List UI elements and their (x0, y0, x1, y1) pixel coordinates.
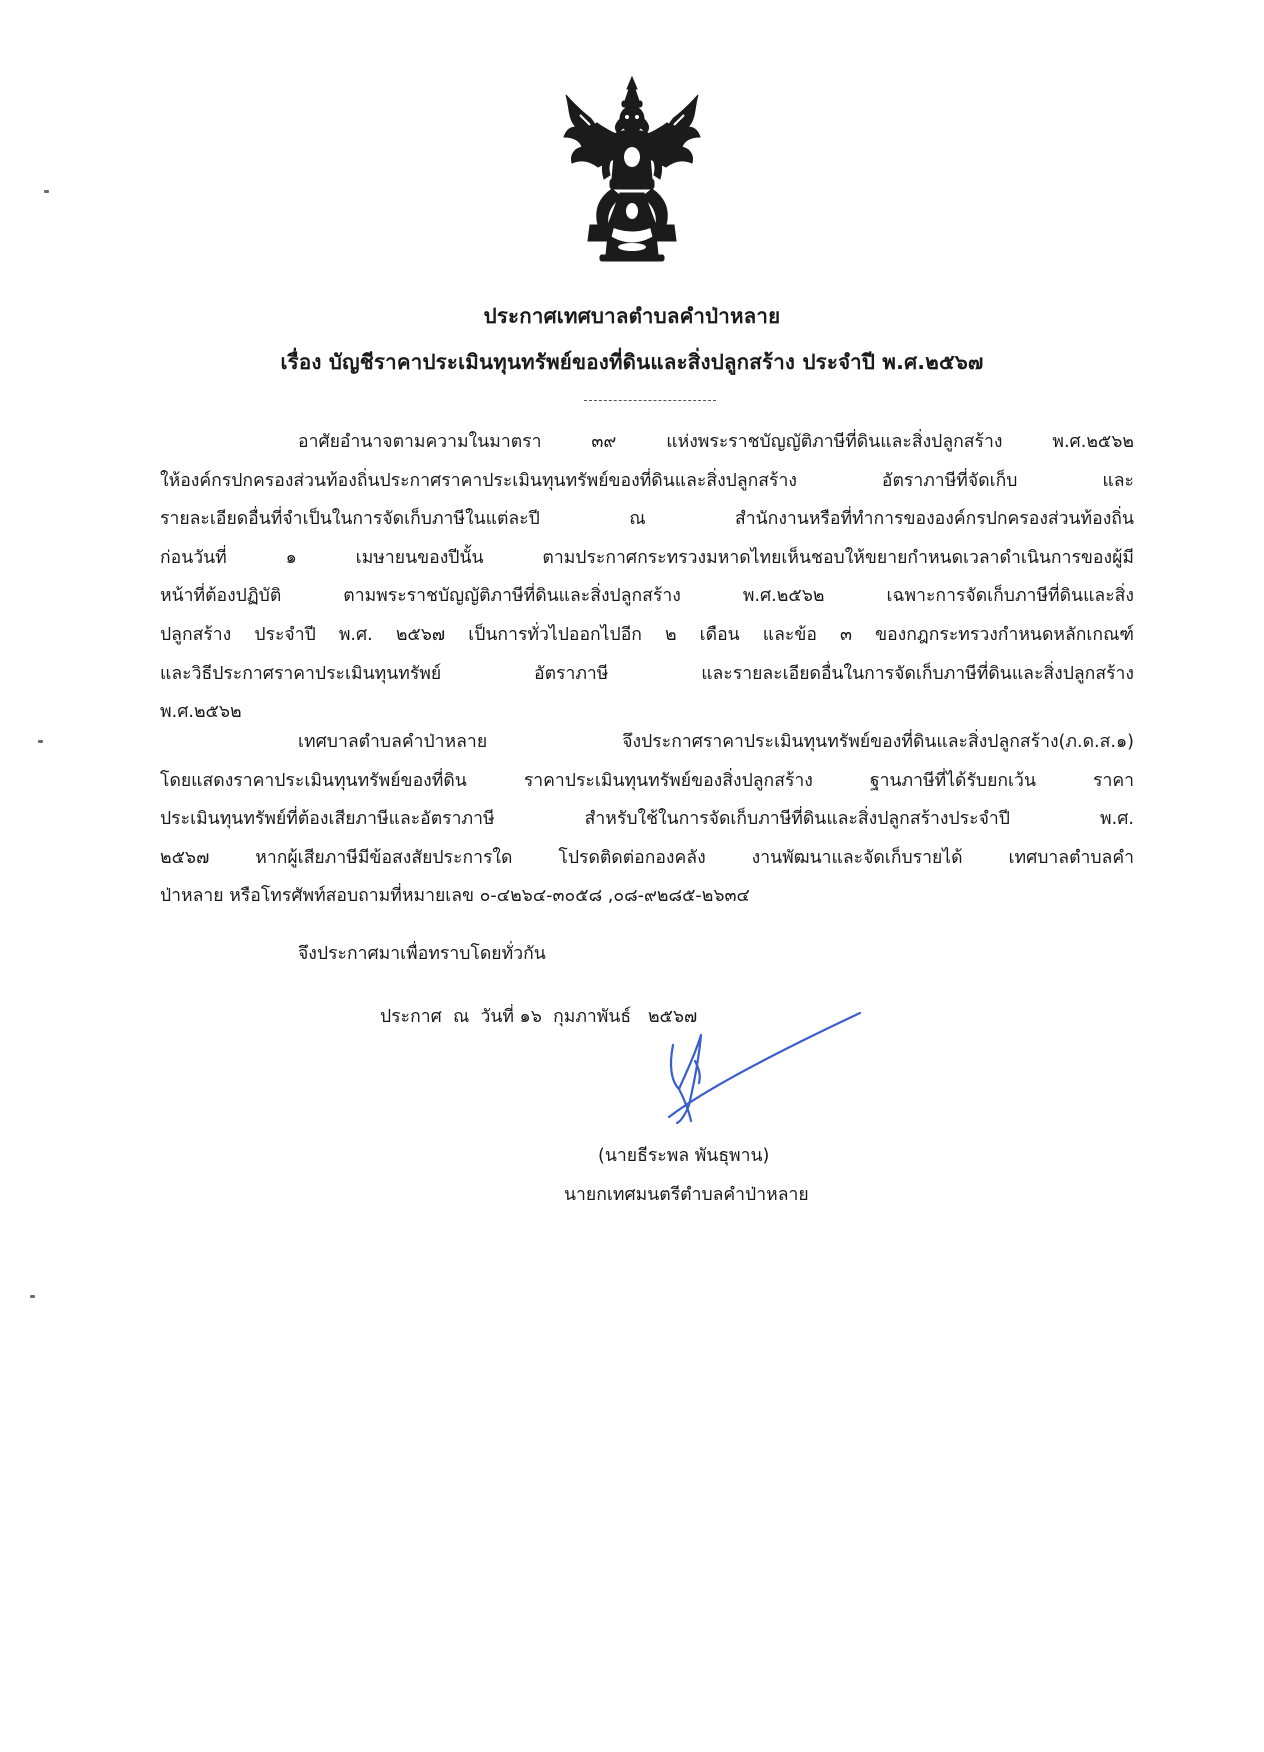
garuda-emblem-icon (560, 75, 704, 265)
paragraph-line: ๒๕๖๗ หากผู้เสียภาษีมีข้อสงสัยประการใด โปรดติดต่อกองคลัง งานพัฒนาและจัดเก็บรายได้ เทศบาลตำบลคำ (160, 847, 1134, 868)
paragraph-line: พ.ศ.๒๕๖๒ (160, 702, 242, 723)
title-divider (584, 400, 716, 401)
paragraph-line: ก่อนวันที่ ๑ เมษายนของปีนั้น ตามประกาศกระทรวงมหาดไทยเห็นชอบให้ขยายกำหนดเวลาดำเนินการของผู้มี (160, 547, 1134, 568)
paragraph-line: ปลูกสร้าง ประจำปี พ.ศ. ๒๕๖๗ เป็นการทั่วไปออกไปอีก ๒ เดือน และข้อ ๓ ของกฎกระทรวงกำหนดหลักเกณฑ์ (160, 624, 1134, 645)
signer-name: (นายธีระพล พันธุพาน) (598, 1146, 770, 1166)
paragraph-line: ประเมินทุนทรัพย์ที่ต้องเสียภาษีและอัตราภาษี สำหรับใช้ในการจัดเก็บภาษีที่ดินและสิ่งปลูกสร้างประจำปี พ.ศ. (160, 809, 1134, 830)
paragraph-line: ป่าหลาย หรือโทรศัพท์สอบถามที่หมายเลข ๐-๔๒๖๔-๓๐๕๘ ,๐๘-๙๒๘๕-๒๖๓๔ (160, 886, 750, 907)
announcement-title: ประกาศเทศบาลตำบลคำป่าหลาย (483, 304, 781, 328)
paragraph-line: หน้าที่ต้องปฏิบัติ ตามพระราชบัญญัติภาษีที่ดินและสิ่งปลูกสร้าง พ.ศ.๒๕๖๒ เฉพาะการจัดเก็บภาษีที่ดินและสิ่ง (160, 586, 1134, 607)
paragraph-line: โดยแสดงราคาประเมินทุนทรัพย์ของที่ดิน ราคาประเมินทุนทรัพย์ของสิ่งปลูกสร้าง ฐานภาษีที่ได้รับยกเว้น ราคา (160, 770, 1134, 791)
scan-mark (44, 190, 49, 193)
paragraph-line: รายละเอียดอื่นที่จำเป็นในการจัดเก็บภาษีในแต่ละปี ณ สำนักงานหรือที่ทำการขององค์กรปกครองส่วนท้องถิ่น (160, 509, 1134, 530)
announcement-date: ประกาศ ณ วันที่ ๑๖ กุมภาพันธ์ ๒๕๖๗ (380, 1007, 698, 1027)
body-paragraph-1 (160, 423, 1134, 732)
scan-mark (38, 740, 43, 743)
scan-mark (30, 1295, 35, 1298)
handwritten-signature (655, 1005, 875, 1145)
signer-position: นายกเทศมนตรีตำบลคำป่าหลาย (564, 1185, 809, 1205)
body-paragraph-2 (160, 723, 1134, 916)
paragraph-line: และวิธีประกาศราคาประเมินทุนทรัพย์ อัตราภาษี และรายละเอียดอื่นในการจัดเก็บภาษีที่ดินและสิ่งปลูกสร้าง (160, 663, 1134, 684)
announcement-subject: เรื่อง บัญชีราคาประเมินทุนทรัพย์ของที่ดินและสิ่งปลูกสร้าง ประจำปี พ.ศ.๒๕๖๗ (280, 350, 984, 374)
paragraph-line: ให้องค์กรปกครองส่วนท้องถิ่นประกาศราคาประเมินทุนทรัพย์ของที่ดินและสิ่งปลูกสร้าง อัตราภาษีที่จัดเก็บ และ (160, 470, 1134, 491)
paragraph-line: อาศัยอำนาจตามความในมาตรา ๓๙ แห่งพระราชบัญญัติภาษีที่ดินและสิ่งปลูกสร้าง พ.ศ.๒๕๖๒ (298, 432, 1134, 452)
paragraph-line: เทศบาลตำบลคำป่าหลาย จึงประกาศราคาประเมินทุนทรัพย์ของที่ดินและสิ่งปลูกสร้าง(ภ.ด.ส.๑) (298, 732, 1134, 752)
closing-statement: จึงประกาศมาเพื่อทราบโดยทั่วกัน (298, 944, 546, 964)
